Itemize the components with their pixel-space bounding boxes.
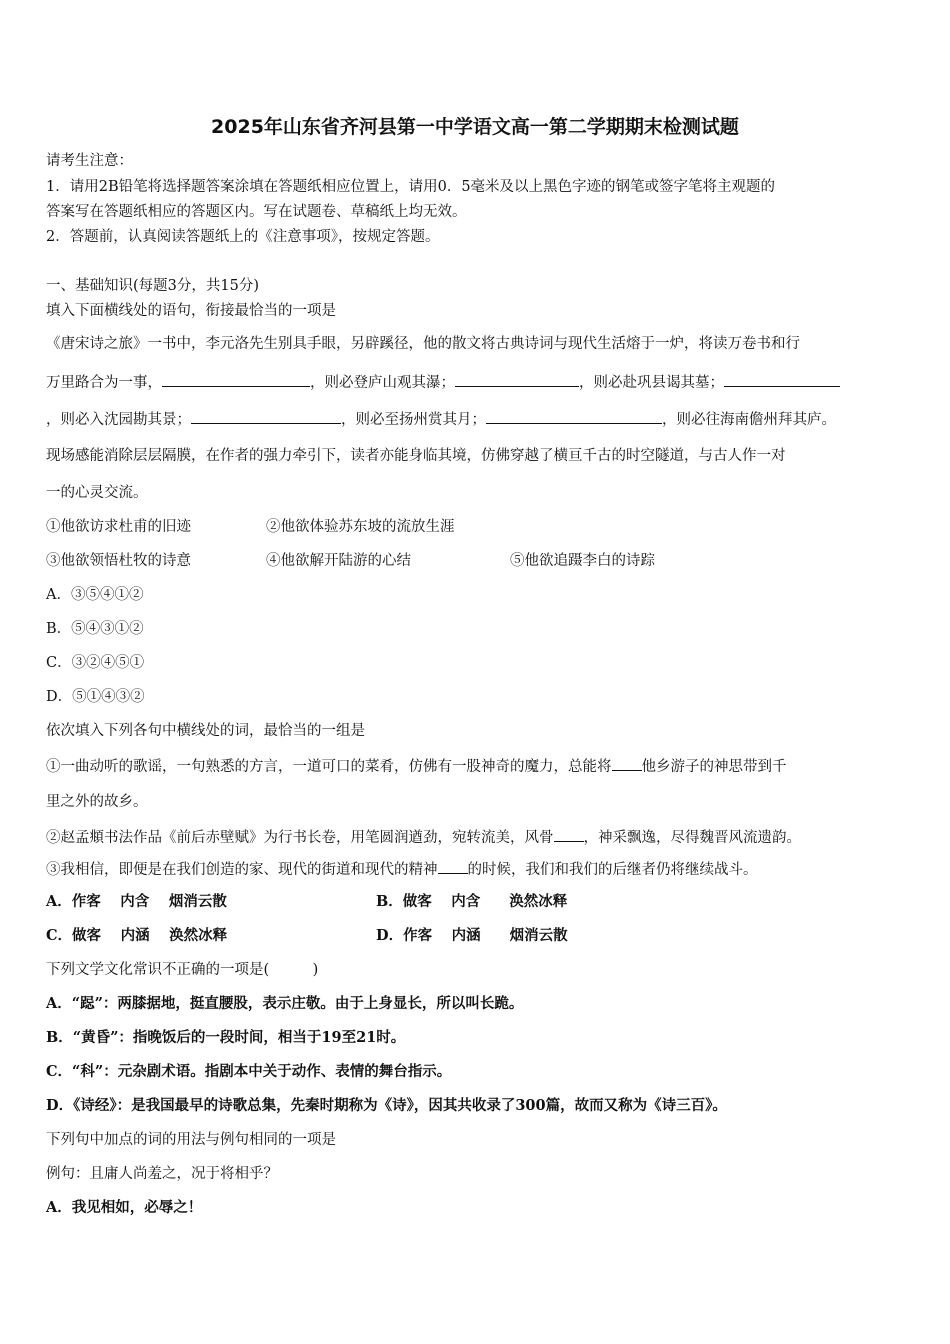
q1-text: ，则必入沈园勘其景； (46, 412, 191, 428)
q1-passage-line1: 《唐宋诗之旅》一书中，李元洛先生别具手眼，另辟蹊径，他的散文将古典诗词与现代生活熔于一炉，将读万卷书和行 (46, 336, 800, 352)
q1-option-c[interactable]: C．③②④⑤① (46, 655, 145, 671)
q3-option-c[interactable]: C．“科”：元杂剧术语。指剧本中关于动作、表情的舞台指示。 (46, 1063, 452, 1080)
q2-option-a[interactable]: A．作客 内含 烟消云散 (46, 893, 227, 910)
q1-text: ，则必登庐山观其瀑； (310, 375, 455, 391)
notice-item-1a: 1．请用2B铅笔将选择题答案涂填在答题纸相应位置上，请用0．5毫米及以上黑色字迹的钢笔或签字笔将主观题的 (46, 179, 776, 195)
fill-blank (191, 408, 341, 424)
q2-text: ③我相信，即便是在我们创造的家、现代的街道和现代的精神 (46, 862, 438, 878)
q1-stem: 填入下面横线处的语句，衔接最恰当的一项是 (46, 303, 336, 319)
q3-option-b[interactable]: B．“黄昏”：指晚饭后的一段时间，相当于19至21时。 (46, 1029, 406, 1046)
notice-item-1b: 答案写在答题纸相应的答题区内。写在试题卷、草稿纸上均无效。 (46, 204, 467, 220)
notice-item-2: 2．答题前，认真阅读答题纸上的《注意事项》，按规定答题。 (46, 229, 440, 245)
q1-sentence-2: ②他欲体验苏东坡的流放生涯 (266, 519, 455, 535)
q3-stem: 下列文学文化常识不正确的一项是( ) (46, 962, 319, 978)
q2-option-b[interactable]: B．做客 内含 涣然冰释 (376, 893, 568, 910)
section-heading: 一、基础知识(每题3分，共15分) (46, 278, 259, 294)
q2-option-d[interactable]: D．作客 内涵 烟消云散 (376, 927, 568, 944)
notice-heading: 请考生注意： (46, 153, 133, 169)
q1-text: ，则必往海南儋州拜其庐。 (662, 412, 836, 428)
fill-blank (455, 371, 579, 387)
q1-passage-line3 (46, 408, 836, 430)
q1-sentence-1: ①他欲访求杜甫的旧迹 (46, 519, 191, 535)
q1-passage-line2 (46, 371, 840, 393)
q2-text: ①一曲动听的歌谣，一句熟悉的方言，一道可口的菜肴，仿佛有一股神奇的魔力，总能将 (46, 759, 612, 775)
q4-stem: 下列句中加点的词的用法与例句相同的一项是 (46, 1132, 336, 1148)
q3-option-a[interactable]: A．“跽”：两膝据地，挺直腰股，表示庄敬。由于上身显长，所以叫长跪。 (46, 995, 524, 1012)
fill-blank (554, 826, 584, 842)
q1-sentence-3: ③他欲领悟杜牧的诗意 (46, 553, 191, 569)
q2-sentence-2 (46, 826, 801, 848)
page-title: 2025年山东省齐河县第一中学语文高一第二学期期末检测试题 (211, 116, 739, 138)
q1-option-a[interactable]: A．③⑤④①② (46, 587, 144, 603)
q2-text: 的时候，我们和我们的后继者仍将继续战斗。 (467, 862, 758, 878)
q2-text: ②赵孟頫书法作品《前后赤壁赋》为行书长卷，用笔圆润遒劲，宛转流美，风骨 (46, 830, 554, 846)
q2-stem: 依次填入下列各句中横线处的词，最恰当的一组是 (46, 723, 365, 739)
q2-sentence-1 (46, 755, 787, 777)
q2-sentence-3 (46, 858, 758, 880)
q2-text: ，神采飘逸，尽得魏晋风流遗韵。 (583, 830, 801, 846)
q1-option-d[interactable]: D．⑤①④③② (46, 689, 145, 705)
q3-option-d[interactable]: D．《诗经》：是我国最早的诗歌总集，先秦时期称为《诗》，因其共收录了300篇，故而又称为《诗三百》。 (46, 1097, 727, 1114)
fill-blank (162, 371, 310, 387)
q1-sentence-5: ⑤他欲追蹑李白的诗踪 (510, 553, 655, 569)
q1-option-b[interactable]: B．⑤④③①② (46, 621, 144, 637)
q1-passage-line4: 现场感能消除层层隔膜，在作者的强力牵引下，读者亦能身临其境，仿佛穿越了横亘千古的时空隧道，与古人作一对 (46, 448, 786, 464)
fill-blank (612, 755, 642, 771)
q1-text: ，则必至扬州赏其月； (341, 412, 486, 428)
q2-sentence-1-cont: 里之外的故乡。 (46, 794, 148, 810)
q1-passage-line5: 一的心灵交流。 (46, 485, 148, 501)
q2-text: 他乡游子的神思带到千 (641, 759, 787, 775)
q4-option-a[interactable]: A．我见相如，必辱之！ (46, 1199, 203, 1216)
fill-blank (724, 371, 840, 387)
q1-text: 万里路合为一事， (46, 375, 162, 391)
q1-sentence-4: ④他欲解开陆游的心结 (266, 553, 411, 569)
fill-blank (438, 858, 468, 874)
q2-option-c[interactable]: C．做客 内涵 涣然冰释 (46, 927, 228, 944)
q4-example: 例句：且庸人尚羞之，况于将相乎？ (46, 1166, 278, 1182)
q1-text: ，则必赴巩县谒其墓； (579, 375, 724, 391)
fill-blank (486, 408, 662, 424)
